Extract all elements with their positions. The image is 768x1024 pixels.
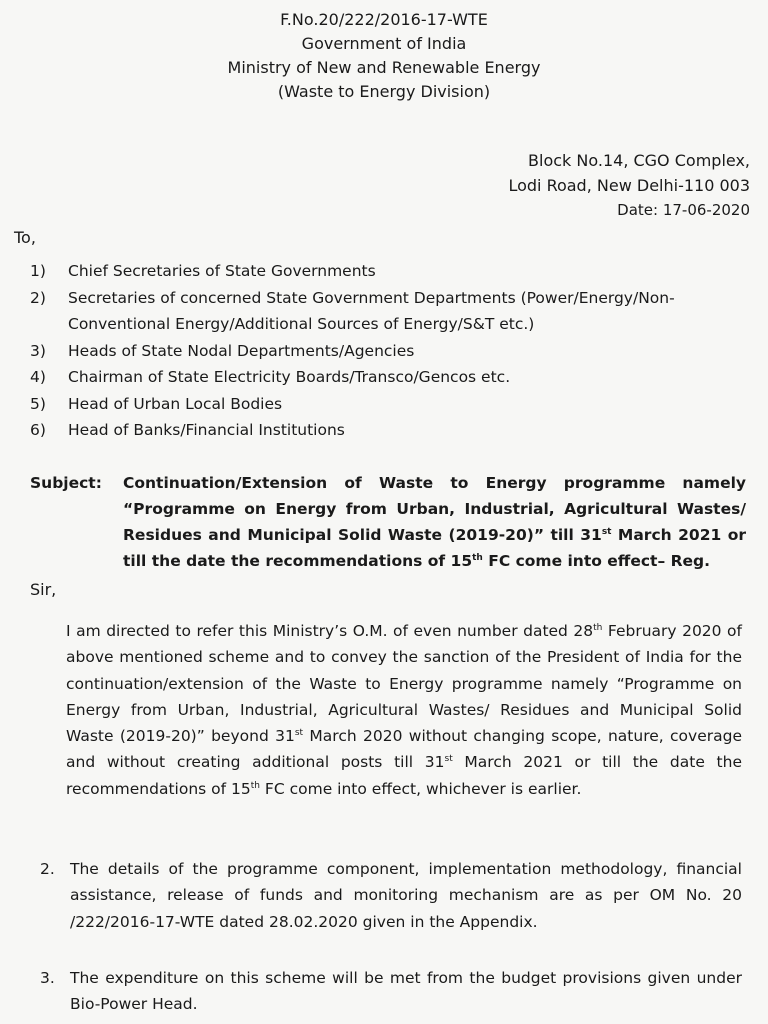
salutation: Sir, [30, 580, 57, 599]
file-number: F.No.20/222/2016-17-WTE [280, 10, 488, 29]
list-text: Head of Urban Local Bodies [68, 394, 283, 413]
list-text: Head of Banks/Financial Institutions [68, 421, 345, 439]
government-name: Government of India [301, 34, 467, 53]
list-item [30, 391, 750, 418]
address-line-2: Lodi Road, New Delhi-110 003 [508, 176, 750, 195]
list-item [30, 285, 750, 338]
to-label: To, [14, 228, 36, 247]
paragraph-text-part: March 2021 or till the date the recommendations of 15 [66, 753, 742, 798]
paragraph-number: 3. [40, 969, 55, 987]
list-item [30, 258, 750, 285]
sender-address [508, 148, 750, 223]
ordinal-suffix: st [444, 754, 453, 765]
list-text: Chairman of State Electricity Boards/Transco/Gencos etc. [68, 368, 511, 386]
division-name: (Waste to Energy Division) [277, 82, 491, 101]
list-number: 1) [30, 262, 46, 280]
recipient-list [30, 258, 750, 444]
paragraph-text-part: FC come into effect, whichever is earlier. [260, 779, 582, 798]
paragraph-number: 2. [40, 860, 55, 878]
list-number: 2) [30, 288, 46, 307]
letter-date: Date: 17-06-2020 [617, 201, 750, 219]
ordinal-suffix: st [601, 526, 612, 537]
paragraph-3 [40, 965, 742, 1018]
subject-text [123, 470, 746, 574]
subject-block [30, 470, 746, 574]
ordinal-suffix: th [472, 552, 483, 563]
list-text: Heads of State Nodal Departments/Agencies [68, 341, 415, 360]
subject-text-part: March 2021 or till the date the recommendations of 15 [123, 526, 746, 570]
paragraph-text: The expenditure on this scheme will be met from the budget provisions given under Bio-Power Head. [70, 969, 742, 1014]
subject-text-part: FC come into effect– Reg. [482, 552, 711, 570]
list-number: 5) [30, 394, 46, 413]
list-text: Secretaries of concerned State Government Departments (Power/Energy/Non-Conventional Energy/Additional Sources of Energy/S&T etc.) [68, 288, 675, 333]
paragraph-text-part: February 2020 of above mentioned scheme and to convey the sanction of the President of India for the continuation/extension of the Waste to Energy programme namely “Programme on Energy from Urban, Industrial, Agricultural Wastes/ Residues and Municipal Solid Waste (2019-20)” beyond 31 [66, 622, 742, 746]
paragraph-text-part: I am directed to refer this Ministry’s O.M. of even number dated 28 [66, 622, 594, 640]
address-line-1: Block No.14, CGO Complex, [528, 151, 750, 170]
subject-text-part: Continuation/Extension of Waste to Energy programme namely “Programme on Energy from Urban, Industrial, Agricultural Wastes/ Residues and Municipal Solid Waste (2019-20)” till 31 [123, 474, 746, 544]
list-number: 3) [30, 341, 46, 360]
letter-header [0, 8, 768, 104]
list-text: Chief Secretaries of State Governments [68, 262, 376, 280]
list-number: 4) [30, 368, 46, 386]
paragraph-2 [40, 856, 742, 935]
paragraph-text: The details of the programme component, implementation methodology, financial assistance, release of funds and monitoring mechanism are as per OM No. 20 /222/2016-17-WTE dated 28.02.2020 given in the Appendix. [70, 860, 742, 931]
list-number: 6) [30, 421, 46, 439]
ordinal-suffix: st [294, 728, 304, 739]
subject-label: Subject: [30, 474, 102, 492]
paragraph-1 [66, 618, 742, 802]
ordinal-suffix: th [250, 780, 260, 791]
paragraph-text-part: March 2020 without changing scope, nature, coverage and without creating additional posts till 31 [66, 727, 742, 772]
list-item [30, 338, 750, 365]
list-item [30, 417, 750, 444]
ordinal-suffix: th [593, 622, 603, 633]
ministry-name: Ministry of New and Renewable Energy [227, 58, 541, 77]
list-item [30, 364, 750, 391]
